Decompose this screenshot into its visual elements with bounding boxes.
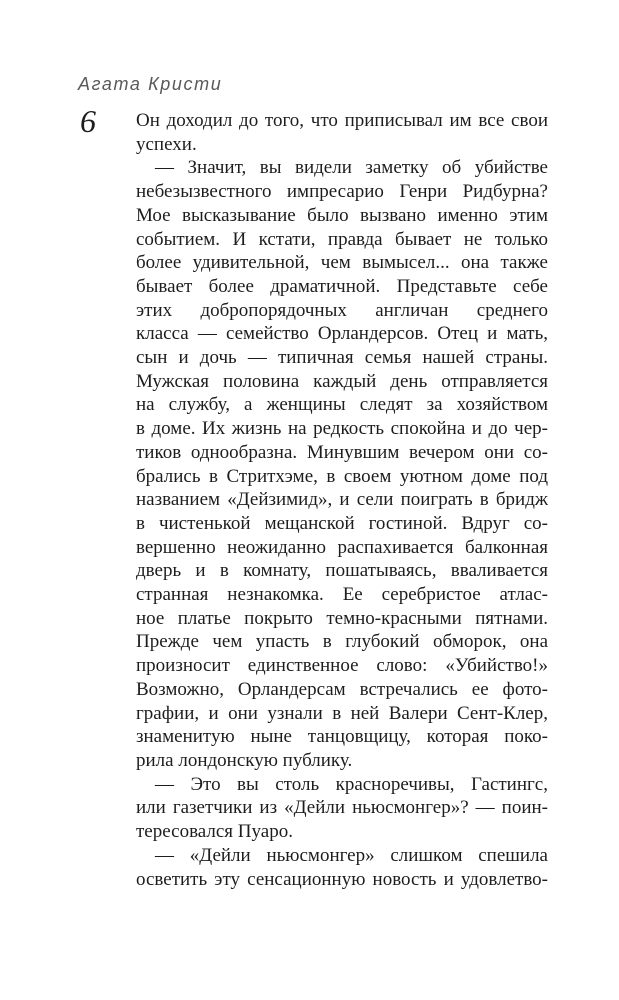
text-line: в чистенькой мещанской гостиной. Вдруг со- <box>136 512 548 534</box>
paragraph <box>136 773 548 844</box>
text-line: этих добропорядочных англичан среднего <box>136 299 548 321</box>
text-line: событием. И кстати, правда бывает не только <box>136 228 548 250</box>
text-line: вершенно неожиданно распахивается балконная <box>136 536 548 558</box>
text-line: Возможно, Орландерсам встречались ее фото- <box>136 678 548 700</box>
paragraph <box>136 109 548 156</box>
text-block <box>136 109 548 891</box>
paragraph <box>136 844 548 891</box>
text-line: — Это вы столь красноречивы, Гастингс, <box>155 773 548 795</box>
text-line: тересовался Пуаро. <box>136 821 293 843</box>
text-line: ное платье покрыто темно-красными пятнами. <box>136 607 548 629</box>
text-line: — Значит, вы видели заметку об убийстве <box>155 157 548 179</box>
page-number: 6 <box>80 103 96 139</box>
running-header: Агата Кристи <box>78 74 223 94</box>
text-line: или газетчики из «Дейли ньюсмонгер»? — поин- <box>136 797 548 819</box>
text-line: более удивительной, чем вымысел... она также <box>136 252 548 274</box>
text-line: странная незнакомка. Ее серебристое атлас- <box>136 584 548 606</box>
text-line: графии, и они узнали в ней Валери Сент-Клер, <box>136 702 548 724</box>
text-line: небезызвестного импресарио Генри Ридбурна? <box>136 181 548 203</box>
text-line: класса — семейство Орландерсов. Отец и мать, <box>136 323 548 345</box>
text-line: Прежде чем упасть в глубокий обморок, она <box>136 631 548 653</box>
text-line: брались в Стритхэме, в своем уютном доме под <box>136 465 548 487</box>
text-line: Мужская половина каждый день отправляется <box>136 370 548 392</box>
text-line: — «Дейли ньюсмонгер» слишком спешила <box>155 844 548 866</box>
text-line: произносит единственное слово: «Убийство!» <box>136 655 548 677</box>
text-line: бывает более драматичной. Представьте себе <box>136 275 548 297</box>
paragraph <box>136 156 548 772</box>
text-line: Мое высказывание было вызвано именно этим <box>136 204 548 226</box>
text-line: рила лондонскую публику. <box>136 749 353 771</box>
text-line: успехи. <box>136 133 197 155</box>
text-line: на службу, а женщины следят за хозяйством <box>136 394 548 416</box>
text-line: знаменитую ныне танцовщицу, которая поко- <box>136 726 548 748</box>
text-line: в доме. Их жизнь на редкость спокойна и до чер- <box>136 418 548 440</box>
text-line: Он доходил до того, что приписывал им все свои <box>136 110 548 131</box>
text-line: названием «Дейзимид», и сели поиграть в бридж <box>136 489 548 511</box>
text-line: тиков однообразна. Минувшим вечером они со- <box>136 441 548 463</box>
text-line: осветить эту сенсационную новость и удовлетво- <box>136 868 548 890</box>
text-line: сын и дочь — типичная семья нашей страны. <box>136 347 548 369</box>
text-line: дверь и в комнату, пошатываясь, вваливается <box>136 560 548 582</box>
